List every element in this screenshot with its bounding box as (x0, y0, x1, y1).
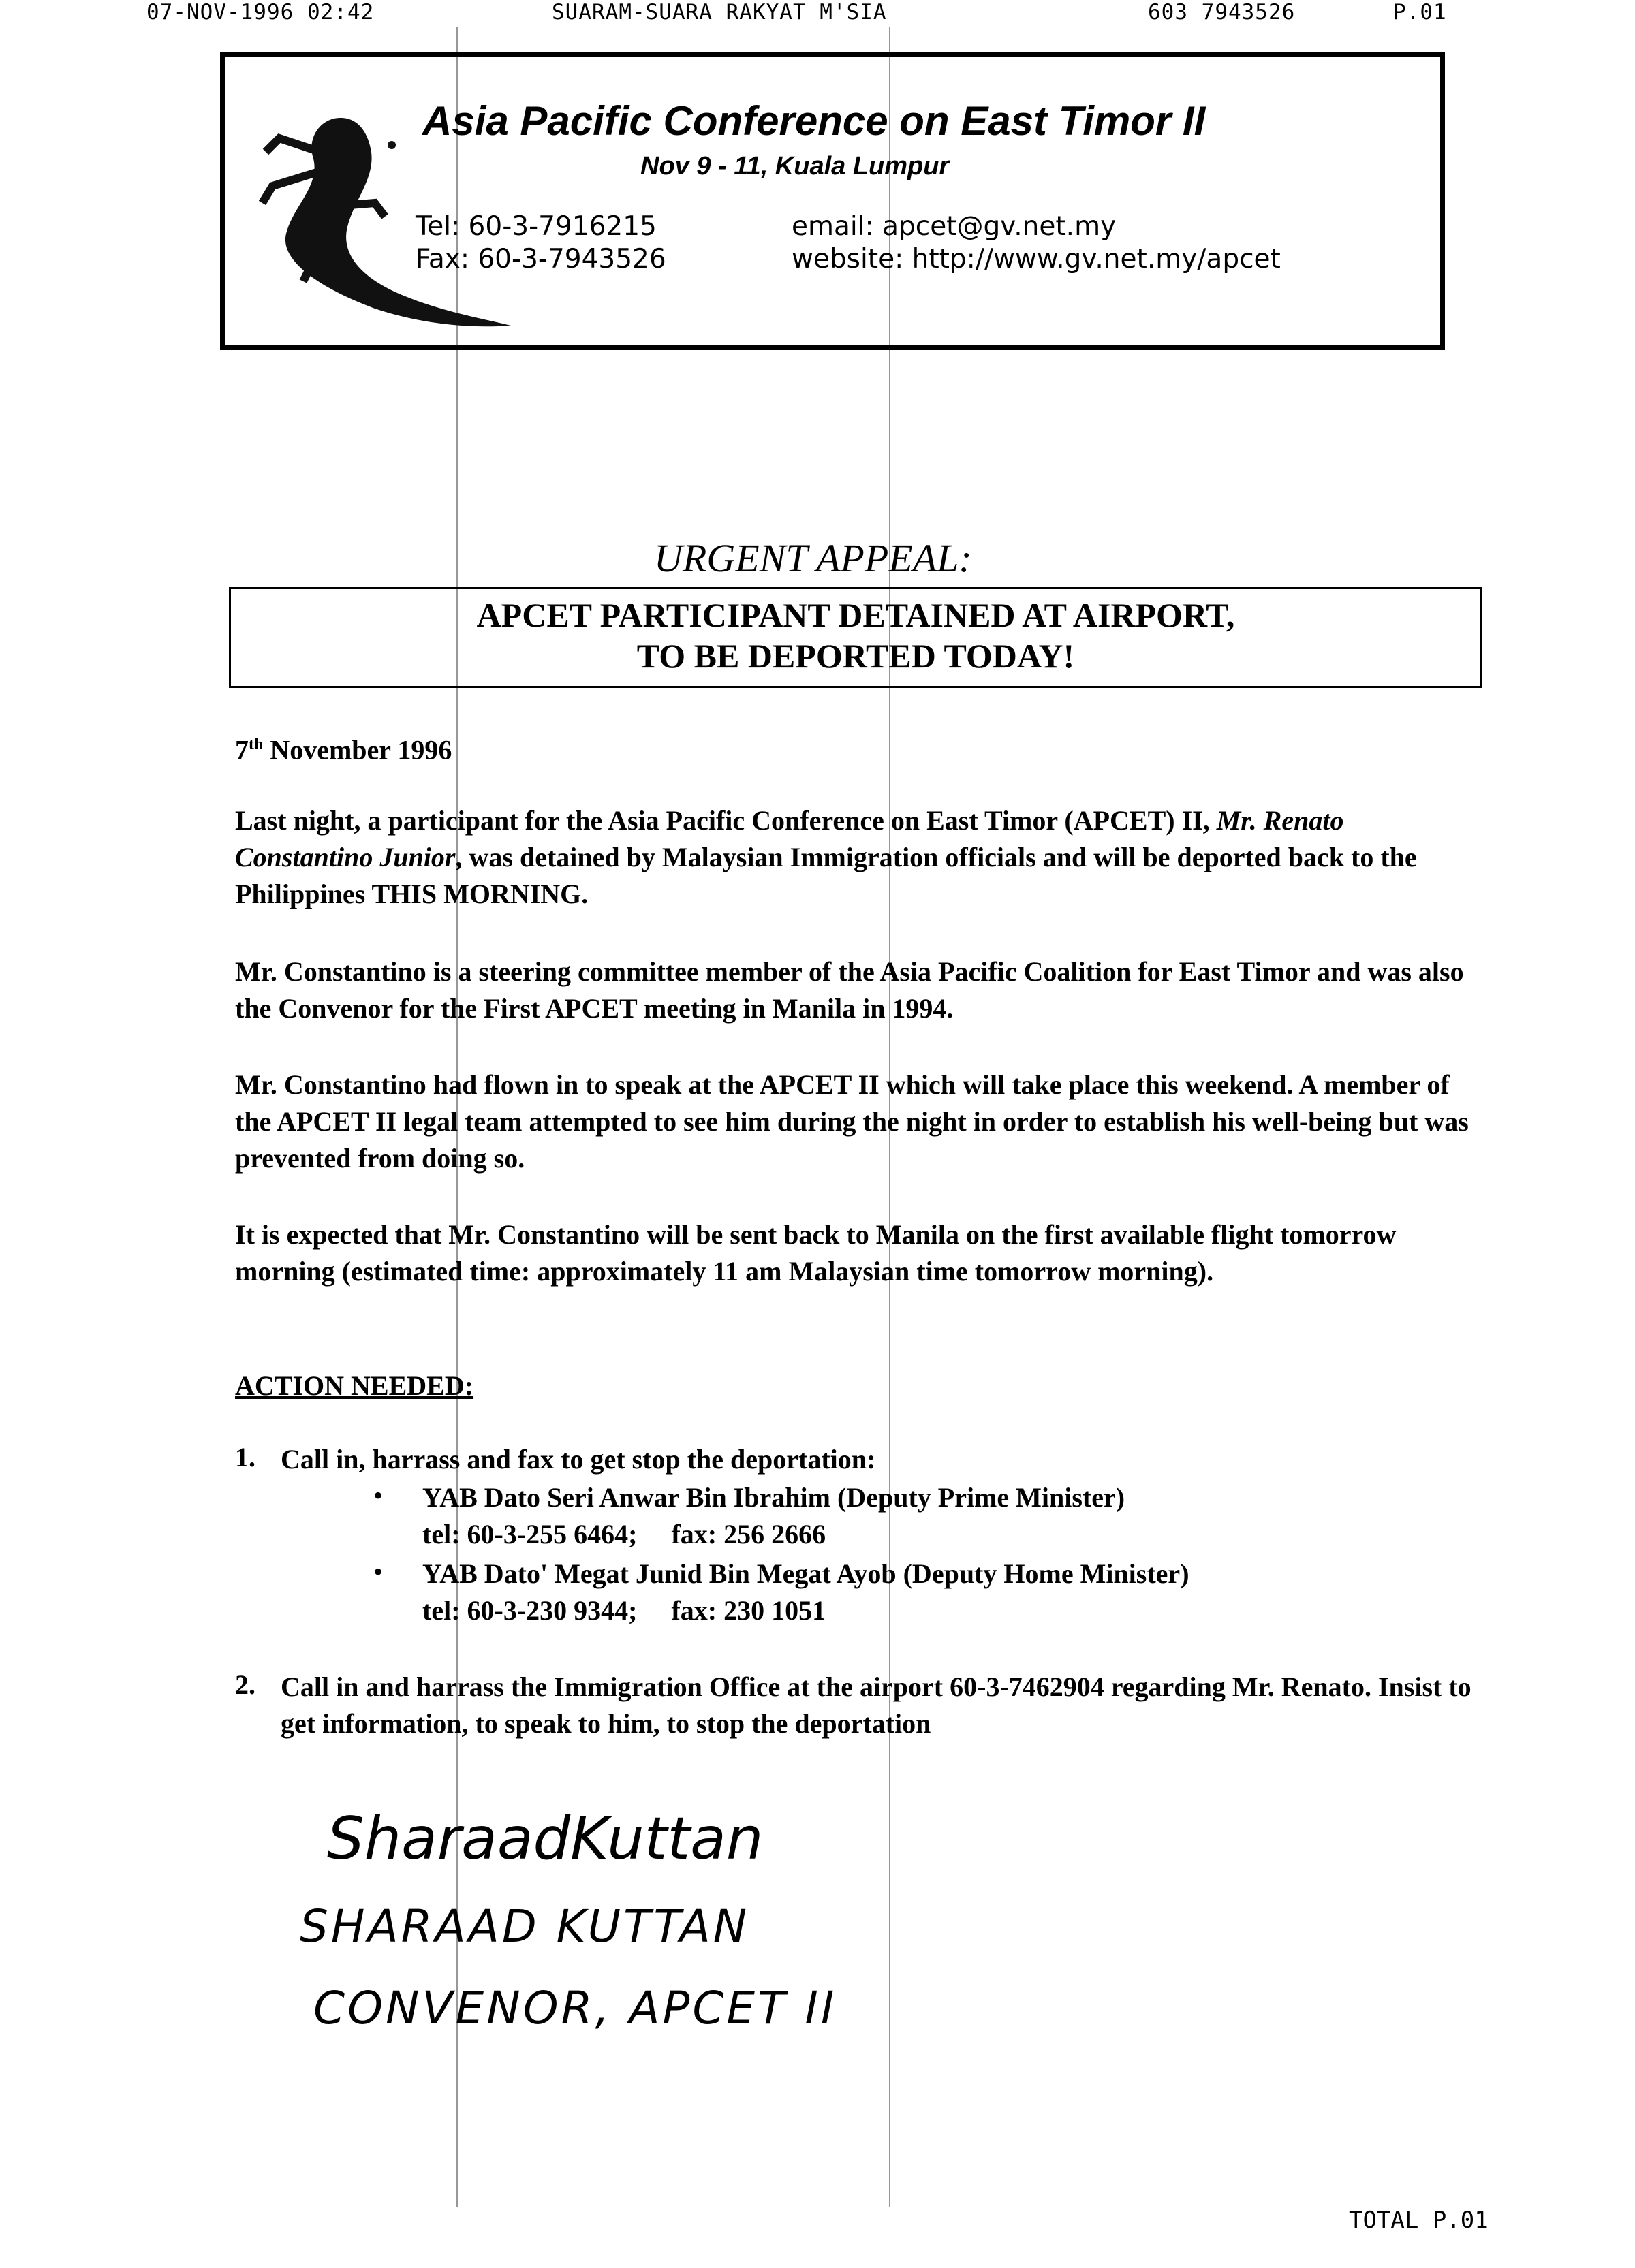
fax-date-time: 07-NOV-1996 02:42 (146, 0, 375, 25)
headline-line-2: TO BE DEPORTED TODAY! (636, 637, 1075, 675)
signatory-name: SHARAAD KUTTAN (300, 1900, 750, 1953)
p1-text-b: , was detained by Malaysian Immigration officials and will be deported back to the Philippines THIS MORNING. (235, 842, 1417, 909)
contact-tel: Tel: 60-3-7916215 (416, 211, 657, 242)
action-item-1-number: 1. (235, 1442, 255, 1472)
date-suffix: th (249, 736, 264, 753)
contact-email: email: apcet@gv.net.my (792, 211, 1117, 242)
paragraph-detention (235, 802, 1482, 913)
paragraph-background: Mr. Constantino is a steering committee member of the Asia Pacific Coalition for East Timor and was also the Convenor for the First APCET meeting in Manila in 1994. (235, 956, 1464, 1024)
conference-dates: Nov 9 - 11, Kuala Lumpur (640, 152, 950, 180)
headline-box (229, 587, 1482, 688)
urgent-appeal-heading: URGENT APPEAL: (654, 536, 972, 580)
contact-1-bullet: • (373, 1480, 384, 1511)
handwritten-signature: SharaadKuttan (327, 1805, 764, 1873)
headline-line-1: APCET PARTICIPANT DETAINED AT AIRPORT, (476, 596, 1235, 634)
action-needed-heading: ACTION NEEDED: (235, 1370, 474, 1401)
p1-text-a: Last night, a participant for the Asia Pacific Conference on East Timor (APCET) II, (235, 805, 1217, 836)
contact-2-bullet: • (373, 1556, 384, 1587)
contact-1-name: YAB Dato Seri Anwar Bin Ibrahim (Deputy Prime Minister) (422, 1482, 1125, 1513)
paragraph-legal-team: Mr. Constantino had flown in to speak at the APCET II which will take place this weekend. A member of the APCET II legal team attempted to see him during the night in order to establish his well-being but was prevented from doing so. (235, 1069, 1469, 1174)
contact-2-name: YAB Dato' Megat Junid Bin Megat Ayob (Deputy Home Minister) (422, 1558, 1189, 1589)
date-day: 7 (235, 734, 249, 766)
paragraph-deportation-time: It is expected that Mr. Constantino will be sent back to Manila on the first available flight tomorrow morning (estimated time: approximately 11 am Malaysian time tomorrow morning). (235, 1219, 1397, 1287)
letter-date (235, 726, 452, 768)
contact-2-phones: tel: 60-3-230 9344; fax: 230 1051 (422, 1595, 826, 1626)
fax-sender: SUARAM-SUARA RAKYAT M'SIA (552, 0, 887, 25)
fax-number: 603 7943526 (1148, 0, 1296, 25)
contact-website: website: http://www.gv.net.my/apcet (792, 244, 1281, 274)
action-item-2-text: Call in and harrass the Immigration Office at the airport 60-3-7462904 regarding Mr. Renato. Insist to get information, to speak to him, to stop the deportation (281, 1671, 1472, 1739)
fax-total-pages: TOTAL P.01 (1349, 2207, 1489, 2234)
fax-page: P.01 (1393, 0, 1447, 25)
signatory-role: CONVENOR, APCET II (313, 1982, 837, 2034)
letterhead (220, 52, 1445, 350)
conference-title: Asia Pacific Conference on East Timor II (422, 98, 1206, 144)
contact-1-phones: tel: 60-3-255 6464; fax: 256 2666 (422, 1519, 826, 1549)
date-rest: November 1996 (263, 734, 452, 766)
action-item-2-number: 2. (235, 1669, 255, 1700)
p1-person-name: Mr. Renato Constantino Junior (235, 805, 1344, 872)
contact-fax: Fax: 60-3-7943526 (416, 244, 666, 274)
action-item-1-text: Call in, harrass and fax to get stop the deportation: (281, 1444, 876, 1475)
